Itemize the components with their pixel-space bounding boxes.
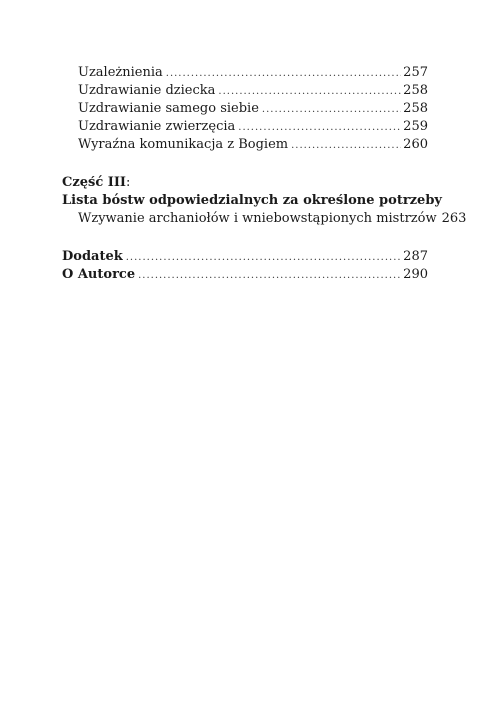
toc-entry-uzaleznienia[interactable] [62, 64, 428, 82]
dot-leader [291, 137, 401, 155]
toc-entry-label: Wyraźna komunikacja z Bogiem [78, 137, 289, 152]
table-of-contents [62, 64, 467, 284]
dot-leader [126, 249, 401, 267]
toc-entry-page: 258 [403, 83, 428, 98]
part-number-heading [62, 174, 428, 192]
toc-entry-o-autorce[interactable] [62, 266, 428, 284]
toc-entry-label: Uzdrawianie dziecka [78, 83, 216, 98]
toc-entry-label: O Autorce [62, 267, 136, 282]
part-number: Część III [62, 175, 127, 190]
toc-entry-page: 260 [403, 137, 428, 152]
toc-entry-label: Dodatek [62, 249, 123, 264]
toc-entry-page: 290 [403, 267, 428, 282]
dot-leader [166, 65, 401, 83]
toc-entry-page: 287 [403, 249, 428, 264]
toc-entry-label: Wzywanie archaniołów i wniebowstąpionych mistrzów [78, 211, 437, 226]
dot-leader [218, 83, 401, 101]
part-title-heading: Lista bóstw odpowiedzialnych za określone potrzeby [62, 193, 442, 208]
toc-entry-wyrazna-komunikacja[interactable] [62, 136, 428, 154]
toc-entry-label: Uzależnienia [78, 65, 163, 80]
toc-entry-page: 257 [403, 65, 428, 80]
toc-entry-uzdrawianie-samego-siebie[interactable] [62, 100, 428, 118]
toc-entry-page: 258 [403, 101, 428, 116]
toc-entry-uzdrawianie-dziecka[interactable] [62, 82, 428, 100]
spacer [62, 154, 428, 174]
spacer [62, 228, 428, 248]
toc-entry-uzdrawianie-zwierzecia[interactable] [62, 118, 428, 136]
toc-entry-wzywanie-archaniolow[interactable] [62, 210, 467, 228]
part-number-colon: : [126, 175, 131, 190]
dot-leader [262, 101, 401, 119]
dot-leader [138, 267, 401, 285]
toc-entry-page: 263 [441, 211, 467, 226]
toc-entry-label: Uzdrawianie zwierzęcia [78, 119, 236, 134]
dot-leader [238, 119, 401, 137]
toc-entry-page: 259 [403, 119, 428, 134]
toc-entry-dodatek[interactable] [62, 248, 428, 266]
toc-entry-label: Uzdrawianie samego siebie [78, 101, 259, 116]
